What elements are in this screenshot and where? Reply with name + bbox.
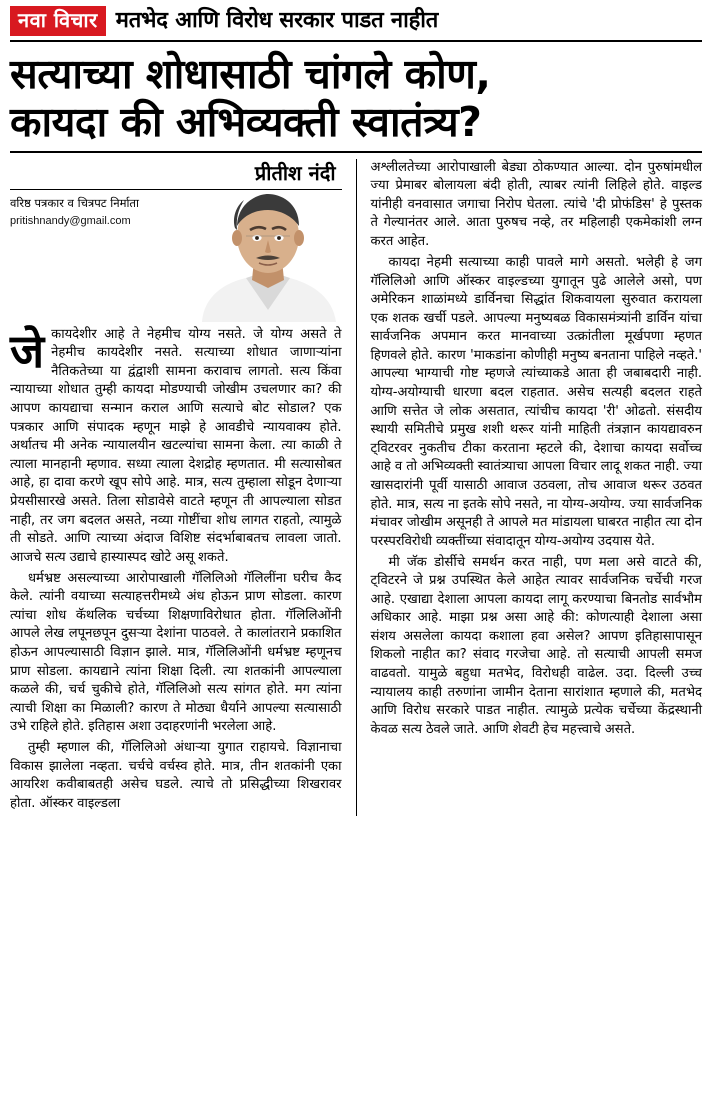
- article-first-paragraph: [10, 323, 342, 568]
- kicker-text: मतभेद आणि विरोध सरकार पाडत नाहीत: [115, 8, 439, 34]
- byline-author: प्रीतीश नंदी: [254, 160, 336, 185]
- author-block: [10, 196, 342, 316]
- paragraph: तुम्ही म्हणाल की, गॅलिलिओ अंधाऱ्या युगात राहायचे. विज्ञानाचा विकास झालेला नव्हता. चर्चचे वर्चस्व होते. मात्र, तीन शतकांनी एका आयरिश कवीबाबतही असेच घडले. त्याचे तो प्रसिद्धीच्या शिखरावर होता. ऑस्कर वाइल्डला: [10, 740, 342, 811]
- column-right: [371, 159, 703, 816]
- drop-cap: जे: [10, 323, 45, 378]
- masthead-row: [10, 6, 702, 42]
- headline-line-2: कायदा की अभिव्यक्ती स्वातंत्र्य?: [10, 98, 482, 147]
- paragraph: मी जॅक डोर्सीचे समर्थन करत नाही, पण मला असे वाटते की, ट्विटरने जे प्रश्न उपस्थित केले आहेत त्यावर सार्वजनिक चर्चेची गरज आहे. एखाद्या देशाला आपला कायदा लागू करण्याचा बिनतोड सार्वभौम अधिकार आहे. माझा प्रश्न असा आहे की: कोणत्याही देशाला असा संशय असलेला कायदा कशाला हवा असेल? आपण इतिहासापासून शिकलो नाहीत का? संवाद गरजेचा आहे. तो सत्याची आपली समज वाढवतो. यामुळे बहुधा मतभेद, विरोधही वाढेल. उदा. दिल्ली उच्च न्यायालय काही तरुणांना जामीन देताना सारांशात म्हणाले की, मतभेद आणि विरोध सरकारे पाडत नाहीत. त्यामुळे प्रत्येक चर्चेच्या केंद्रस्थानी केवळ सत्य ठेवले जाते. आणि शेवटी हेच महत्त्वाचे असते.: [370, 554, 703, 737]
- headline-line-1: सत्याच्या शोधासाठी चांगले कोण,: [10, 50, 491, 98]
- brand-badge: नवा विचार: [10, 6, 106, 36]
- column-divider: [356, 159, 357, 816]
- article-columns: [10, 159, 702, 816]
- author-portrait: [194, 190, 342, 322]
- author-meta: [10, 196, 195, 228]
- paragraph: कायदेशीर आहे ते नेहमीच योग्य नसते. जे योग्य असते ते नेहमीच कायदेशीर नसते. सत्याच्या शोधात जाणाऱ्यांना नैतिकतेच्या या द्वंद्वाशी सामना करावाच लागतो. सत्य किंवा न्यायाच्या शोधात तुम्ही कायदा मोडण्याची जोखीम उचलणार का? की आपण कायद्याचा सन्मान कराल आणि सत्याचे बोट सोडाल? एक पत्रकार आणि संपादक म्हणून माझे हे आवडीचे न्यायवाक्य होते. अर्थातच मी अनेक न्यायालयीन खटल्यांचा सामना केला. त्या काळी ते त्याला मानहानी म्हणाव. सध्या त्याला देशद्रोह म्हणतात. मी सत्यासोबत आहे, हा दावा करणे खूप सोपे आहे. मात्र, सत्य तुम्हाला सोडून देणाऱ्या प्रेयसीसारखे असते. तिला सोडावेसे वाटते म्हणून ती आपल्याला सोडत नाही, तर जग बदलत असते, नव्या गोष्टींचा शोध लागत राहतो, त्यामुळे ती सोडते. आणि त्याच्या अंदाज विशिष्ट संदर्भाबाबतच लावला जातो. आजचे सत्य उद्याचे हास्यास्पद खोटे असू शकते.: [10, 326, 342, 565]
- paragraph: अश्लीलतेच्या आरोपाखाली बेड्या ठोकण्यात आल्या. दोन पुरुषांमधील ज्या प्रेमाबर बोलायला बंदी होती, त्याबर त्यांनी लिहिले होते. वाइल्ड यांनीही वनवासात जगाचा निरोप घेतला. त्यांचे 'दी प्रोफंडिस' हे पुस्तक ते गेल्यानंतर आले. आता पुरुषच नव्हे, तर महिलाही एकमेकांशी लग्न करत आहेत.: [370, 159, 703, 250]
- paragraph: कायदा नेहमी सत्याच्या काही पावले मागे असतो. भलेही हे जग गॅलिलिओ आणि ऑस्कर वाइल्डच्या युगातून पुढे आलेले असो, पण अमेरिकन शाळांमध्ये डार्विनचा सिद्धांत शिकवायला सुरुवात करायला एक शतक खर्ची पडले. आपल्या मनुष्यबळ विकासमंत्र्यांनी डार्विन यांचा सार्वजनिक अपमान करत मानवाच्या उत्क्रांतीला मूर्खपणा म्हणत हिणवले होते. कारण 'माकडांना कोणीही मनुष्य बनताना पाहिले नव्हते.' आपल्या भाग्याची गोष्ट म्हणजे त्यांच्याकडे आता ही जबाबदारी नाही. योग्य-अयोग्याची धारणा बदल राहतात. असेच सत्यही बदलत राहते आणि सत्तेत जे लोक असतात, त्यांचीच कायदा 'री' ओढतो. संसदीय स्थायी समितीचे प्रमुख शशी थरूर यांनी माहिती तंत्रज्ञान कायद्यावरुन ट्विटरवर नुकतीच टीका करताना म्हटले की, देशाचा कायदा सर्वोच्च आहे व तो अभिव्यक्ती स्वातंत्र्याचा आपला विचार लादू शकत नाही. ज्या खासदारांनी पूर्वी यासाठी आवाज उठवला, तोच आवाज थरूर उठवत होते. मात्र, सत्य ना इतके सोपे नसते, ना योग्य-अयोग्य. ज्या सार्वजनिक मंचावर जोखीम असूनही ते आपले मत मांडायला घाबरत नाहीत त्या दोन परस्परविरोधी व्यक्तींच्या संवादातून योग्य-अयोग्य उदयास येते.: [370, 254, 703, 549]
- author-role: वरिष्ठ पत्रकार व चित्रपट निर्माता: [10, 195, 139, 210]
- author-email: pritishnandy@gmail.com: [10, 215, 131, 228]
- paragraph: धर्मभ्रष्ट असल्याच्या आरोपाखाली गॅलिलिओ गॅलिलींना घरीच कैद केले. त्यांनी वयाच्या सत्याहत्तरीमध्ये अंध होऊन प्राण सोडला. कारण त्यांचा शोध कॅथलिक चर्चच्या शिक्षणाविरोधात होता. गॅलिलिओंनी आपले लेख लपूनछपून दुसऱ्या देशांना पाठवले. ते कालांतराने प्रकाशित होऊन आपल्यासाठी विज्ञान झाले. मात्र, गॅलिलिओंनी धर्मभ्रष्ट म्हणूनच प्राण सोडला. कायद्याने त्यांना शिक्षा दिली. त्या शतकांनी आपल्याला कळले की, चर्च चुकीचे होते, गॅलिलिओ सत्य सांगत होते. मग त्यांना त्याची शिक्षा का मिळाली? कारण ते मोठ्या धैर्याने आपल्या सत्यासाठी उभे राहिले होते. इतिहास अशा उदाहरणांनी भरलेला आहे.: [10, 570, 342, 735]
- column-left: [10, 159, 342, 816]
- page-title: [10, 50, 702, 153]
